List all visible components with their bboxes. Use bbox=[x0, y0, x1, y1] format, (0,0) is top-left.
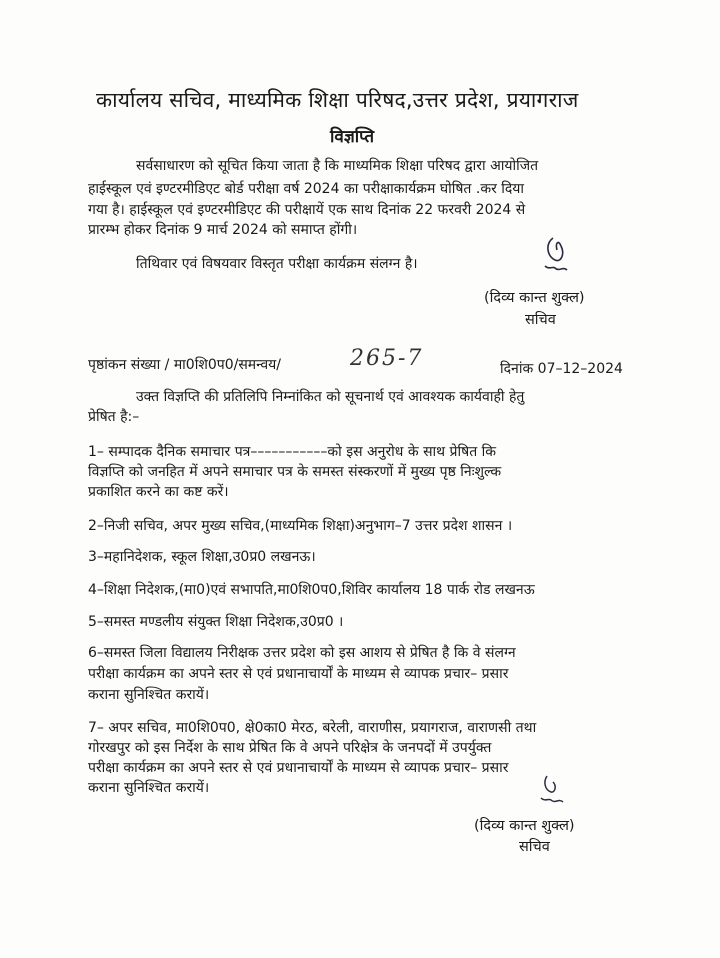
recipient-7-line-4: कराना सुनिश्चित करायें। bbox=[88, 780, 210, 796]
endorsement-date: दिनांक 07–12–2024 bbox=[500, 361, 623, 377]
notice-line-3: गया है। हाईस्कूल एवं इण्टरमीडिएट की परीक्षायें एक साथ दिनांक 22 फरवरी 2024 से bbox=[88, 202, 526, 218]
notice-enclosure-line: तिथिवार एवं विषयवार विस्तृत परीक्षा कार्यक्रम संलग्न है। bbox=[136, 256, 418, 272]
notice-line-2: हाईस्कूल एवं इण्टरमीडिएट बोर्ड परीक्षा वर्ष 2024 का परीक्षाकार्यक्रम घोषित .कर दिया bbox=[88, 181, 525, 197]
endorsement-intro-line-2: प्रेषित है:– bbox=[88, 409, 140, 425]
signature-1-mark bbox=[535, 230, 585, 280]
recipient-1-line-2: विज्ञप्ति को जनहित में अपने समाचार पत्र के समस्त संस्करणों में मुख्य पृष्ठ निःशुल्क bbox=[88, 464, 502, 480]
endorsement-reference-number: 265-7 bbox=[350, 346, 424, 371]
endorsement-intro-line-1: उक्त विज्ञप्ति की प्रतिलिपि निम्नांकित को सूचनार्थ एवं आवश्यक कार्यवाही हेतु bbox=[136, 389, 525, 405]
endorsement-reference-label: पृष्ठांकन संख्या / मा0शि0प0/समन्वय/ bbox=[88, 357, 281, 373]
recipient-6-line-2: परीक्षा कार्यक्रम का अपने स्तर से एवं प्रधानाचार्यों के माध्यम से व्यापक प्रचार– प्रसार bbox=[88, 666, 509, 682]
recipient-5: 5–समस्त मण्डलीय संयुक्त शिक्षा निदेशक,उ0प्र0 । bbox=[88, 614, 344, 630]
signature-2-name: (दिव्य कान्त शुक्ल) bbox=[474, 818, 575, 834]
recipient-7-line-1: 7– अपर सचिव, मा0शि0प0, क्षे0का0 मेरठ, बरेली, वाराणीस, प्रयागराज, वाराणसी तथा bbox=[88, 720, 537, 736]
signature-1-designation: सचिव bbox=[525, 312, 556, 328]
recipient-6-line-3: कराना सुनिश्चित करायें। bbox=[88, 687, 210, 703]
notice-line-4: प्रारम्भ होकर दिनांक 9 मार्च 2024 को समाप्त होंगी। bbox=[88, 222, 358, 238]
recipient-7-line-2: गोरखपुर को इस निर्देश के साथ प्रेषित कि वे अपने परिक्षेत्र के जनपदों में उपर्युक्त bbox=[88, 740, 492, 756]
recipient-4: 4–शिक्षा निदेशक,(मा0)एवं सभापति,मा0शि0प0,शिविर कार्यालय 18 पार्क रोड लखनऊ bbox=[88, 582, 535, 598]
recipient-3: 3–महानिदेशक, स्कूल शिक्षा,उ0प्र0 लखनऊ। bbox=[88, 549, 316, 565]
recipient-1-line-3: प्रकाशित करने का कष्ट करें। bbox=[88, 484, 229, 500]
notice-heading: विज्ञप्ति bbox=[330, 127, 375, 147]
signature-1-name: (दिव्य कान्त शुक्ल) bbox=[484, 290, 585, 306]
office-title: कार्यालय सचिव, माध्यमिक शिक्षा परिषद,उत्तर प्रदेश, प्रयागराज bbox=[96, 88, 579, 112]
recipient-2: 2–निजी सचिव, अपर मुख्य सचिव,(माध्यमिक शिक्षा)अनुभाग–7 उत्तर प्रदेश शासन । bbox=[88, 518, 513, 534]
recipient-7-line-3: परीक्षा कार्यक्रम का अपने स्तर से एवं प्रधानाचार्यों के माध्यम से व्यापक प्रचार– प्रसार bbox=[88, 760, 509, 776]
signature-2-designation: सचिव bbox=[519, 839, 550, 855]
recipient-6-line-1: 6–समस्त जिला विद्यालय निरीक्षक उत्तर प्रदेश को इस आशय से प्रेषित है कि वे संलग्न bbox=[88, 645, 516, 661]
signature-2-mark bbox=[535, 772, 571, 812]
notice-line-1: सर्वसाधारण को सूचित किया जाता है कि माध्यमिक शिक्षा परिषद द्वारा आयोजित bbox=[136, 158, 539, 174]
recipient-1-line-1: 1– सम्पादक दैनिक समाचार पत्र–––––––––––को इस अनुरोध के साथ प्रेषित कि bbox=[88, 444, 497, 460]
